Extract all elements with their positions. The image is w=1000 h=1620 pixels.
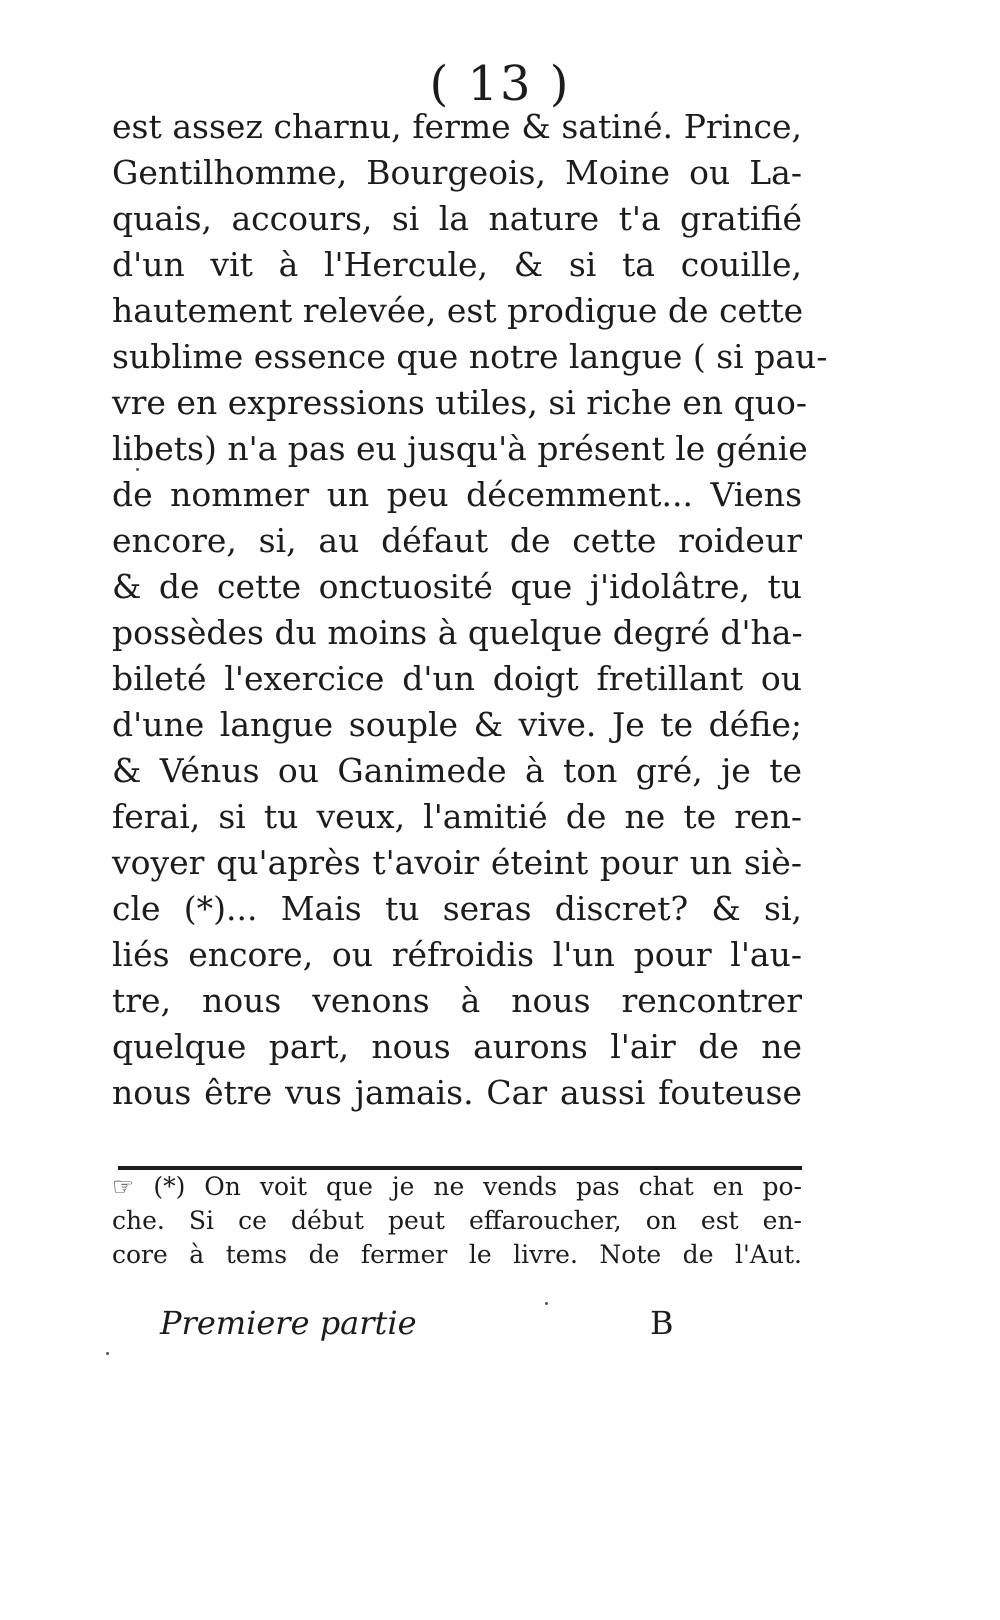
paper-speck: [545, 1302, 548, 1305]
body-line: d'un vit à l'Hercule, & si ta couille,: [112, 245, 802, 284]
body-line: ferai, si tu veux, l'amitié de ne te ren-: [112, 797, 802, 836]
body-line: d'une langue souple & vive. Je te défie;: [112, 705, 802, 744]
paper-speck: [136, 468, 139, 471]
body-line: bileté l'exercice d'un doigt fretillant ou: [112, 659, 802, 698]
body-line: voyer qu'après t'avoir éteint pour un siè-: [112, 843, 802, 882]
signature-mark: B: [650, 1304, 674, 1342]
page-number: ( 13 ): [429, 56, 571, 112]
body-line: vre en expressions utiles, si riche en quo-: [112, 383, 808, 422]
body-line: quais, accours, si la nature t'a gratifié: [112, 199, 802, 238]
paper-speck: [106, 1352, 109, 1355]
signature-line: [160, 1298, 680, 1348]
body-line: quelque part, nous aurons l'air de ne: [112, 1027, 802, 1066]
body-text: [112, 104, 828, 1116]
body-line: possèdes du moins à quelque degré d'ha-: [112, 613, 803, 652]
body-line: & Vénus ou Ganimede à ton gré, je te: [112, 751, 802, 790]
footnote-line: ☞ (*) On voit que je ne vends pas chat en po-: [112, 1172, 802, 1201]
body-line: Gentilhomme, Bourgeois, Moine ou La-: [112, 153, 802, 192]
body-line: nous être vus jamais. Car aussi fouteuse: [112, 1073, 802, 1112]
body-line: liés encore, ou réfroidis l'un pour l'au-: [112, 935, 802, 974]
body-line: hautement relevée, est prodigue de cette: [112, 291, 804, 330]
body-line: encore, si, au défaut de cette roideur: [112, 521, 802, 560]
body-line: cle (*)... Mais tu seras discret? & si,: [112, 889, 802, 928]
body-line: libets) n'a pas eu jusqu'à présent le génie: [112, 429, 808, 468]
footnote: [112, 1170, 802, 1272]
footnote-line: che. Si ce début peut effaroucher, on est en-: [112, 1206, 802, 1235]
body-line: sublime essence que notre langue ( si pau-: [112, 337, 828, 376]
body-line: & de cette onctuosité que j'idolâtre, tu: [112, 567, 802, 606]
body-line: tre, nous venons à nous rencontrer: [112, 981, 802, 1020]
body-line: de nommer un peu décemment... Viens: [112, 475, 802, 514]
body-line: est assez charnu, ferme & satiné. Prince,: [112, 107, 802, 146]
footnote-line: core à tems de fermer le livre. Note de l'Aut.: [112, 1240, 802, 1269]
signature-label: Premiere partie: [160, 1304, 417, 1342]
